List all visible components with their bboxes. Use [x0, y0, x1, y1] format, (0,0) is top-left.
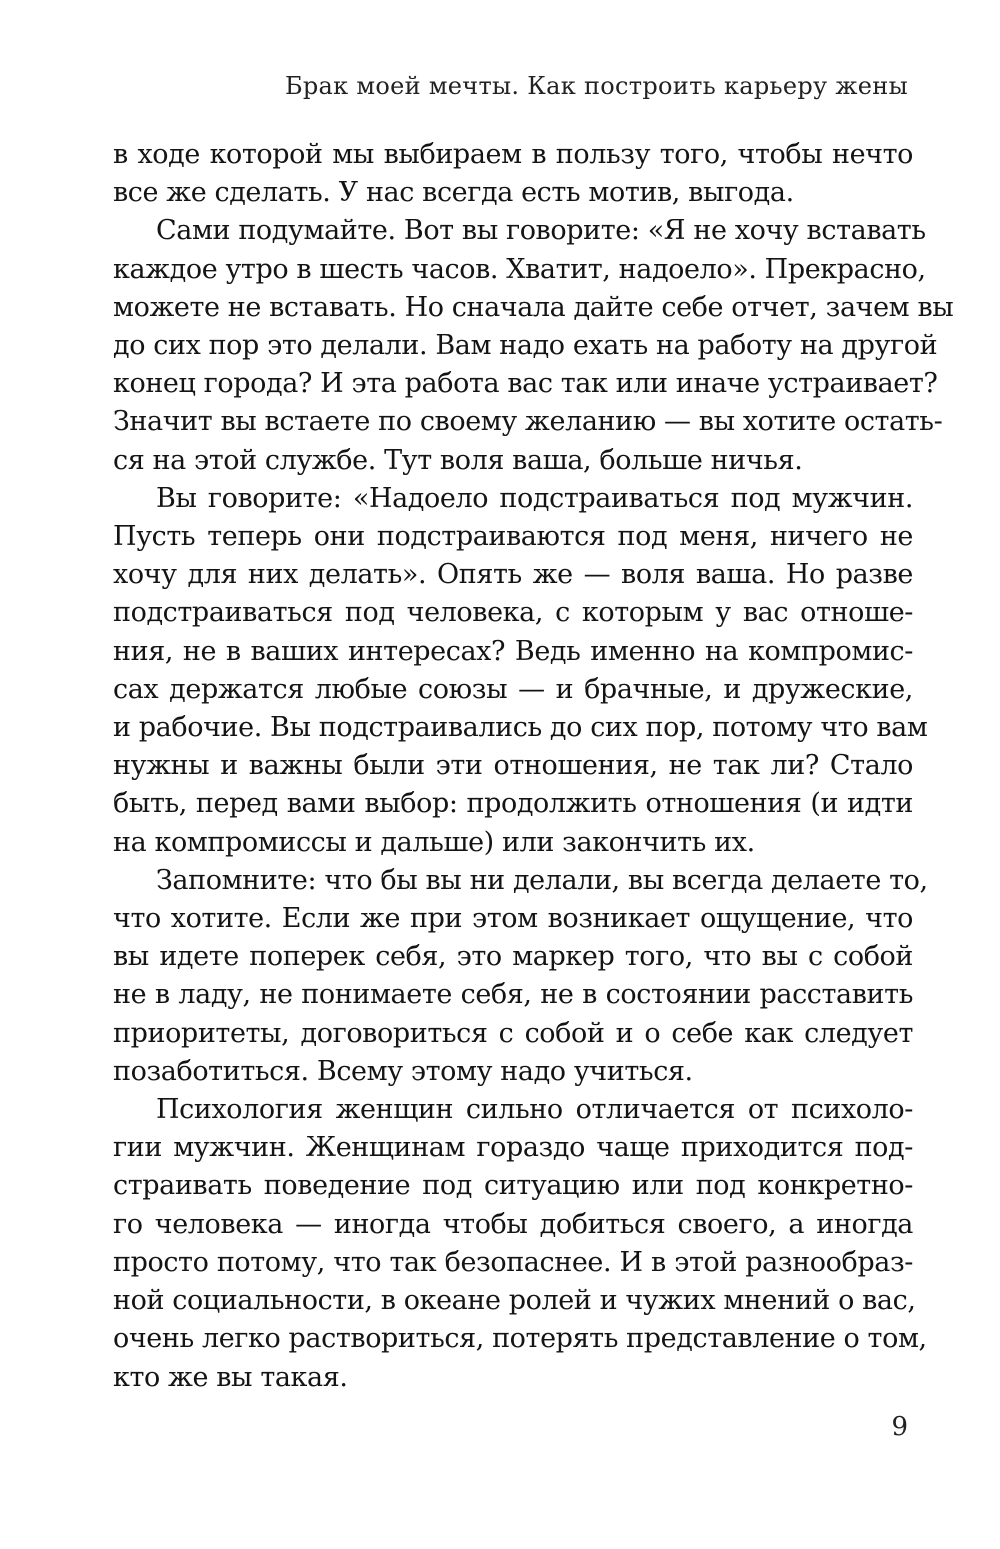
text-line: страивать поведение под ситуацию или под конкретно- — [113, 1170, 913, 1202]
text-line: Вы говорите: «Надоело подстраиваться под мужчин. — [156, 482, 913, 514]
text-line: быть, перед вами выбор: продолжить отношения (и идти — [113, 788, 913, 820]
text-line: Запомните: что бы вы ни делали, вы всегда делаете то, — [156, 864, 928, 896]
text-line: можете не вставать. Но сначала дайте себе отчет, зачем вы — [113, 291, 954, 323]
text-line: вы идете поперек себя, это маркер того, что вы с собой — [113, 941, 913, 973]
paragraph — [113, 212, 954, 479]
text-line: на компромиссы и дальше) или закончить их. — [113, 826, 755, 858]
text-line: нужны и важны были эти отношения, не так ли? Стало — [113, 750, 913, 782]
text-line: позаботиться. Всему этому надо учиться. — [113, 1055, 693, 1087]
text-line: подстраиваться под человека, с которым у вас отноше- — [113, 597, 913, 629]
text-line: сах держатся любые союзы — и брачные, и дружеские, — [113, 673, 913, 705]
paragraph — [113, 480, 928, 862]
text-line: хочу для них делать». Опять же — воля ваша. Но разве — [113, 559, 913, 591]
text-line: Значит вы встаете по своему желанию — вы хотите остать- — [113, 406, 943, 438]
text-line: конец города? И эта работа вас так или иначе устраивает? — [113, 368, 938, 400]
text-line: ся на этой службе. Тут воля ваша, больше ничья. — [113, 444, 803, 476]
text-line: не в ладу, не понимаете себя, не в состоянии расставить — [113, 979, 913, 1011]
paragraph — [113, 1091, 927, 1397]
text-line: в ходе которой мы выбираем в пользу того, чтобы нечто — [113, 139, 913, 170]
text-line: Психология женщин сильно отличается от психоло- — [156, 1094, 913, 1126]
text-line: очень легко раствориться, потерять представление о том, — [113, 1323, 927, 1355]
text-line: гии мужчин. Женщинам гораздо чаще приходится под- — [113, 1132, 913, 1164]
text-line: до сих пор это делали. Вам надо ехать на работу на другой — [113, 330, 938, 362]
page-number: 9 — [891, 1412, 908, 1442]
text-line: Сами подумайте. Вот вы говорите: «Я не хочу вставать — [156, 215, 926, 247]
text-line: ния, не в ваших интересах? Ведь именно на компромис- — [113, 635, 913, 667]
body-text — [113, 136, 954, 1397]
text-line: каждое утро в шесть часов. Хватит, надоело». Прекрасно, — [113, 253, 926, 285]
text-line: и рабочие. Вы подстраивались до сих пор, потому что вам — [113, 712, 928, 744]
text-line: просто потому, что так безопаснее. И в этой разнообраз- — [113, 1246, 913, 1278]
text-line: все же сделать. У нас всегда есть мотив, выгода. — [113, 177, 794, 209]
running-head: Брак моей мечты. Как построить карьеру жены — [284, 72, 908, 100]
text-line: что хотите. Если же при этом возникает ощущение, что — [113, 903, 913, 935]
text-line: ной социальности, в океане ролей и чужих мнений о вас, — [113, 1285, 916, 1317]
text-line: го человека — иногда чтобы добиться своего, а иногда — [113, 1208, 913, 1240]
text-line: кто же вы такая. — [113, 1361, 348, 1393]
paragraph — [113, 862, 928, 1091]
text-line: приоритеты, договориться с собой и о себе как следует — [113, 1017, 913, 1049]
paragraph — [113, 136, 913, 212]
text-line: Пусть теперь они подстраиваются под меня, ничего не — [113, 521, 913, 553]
